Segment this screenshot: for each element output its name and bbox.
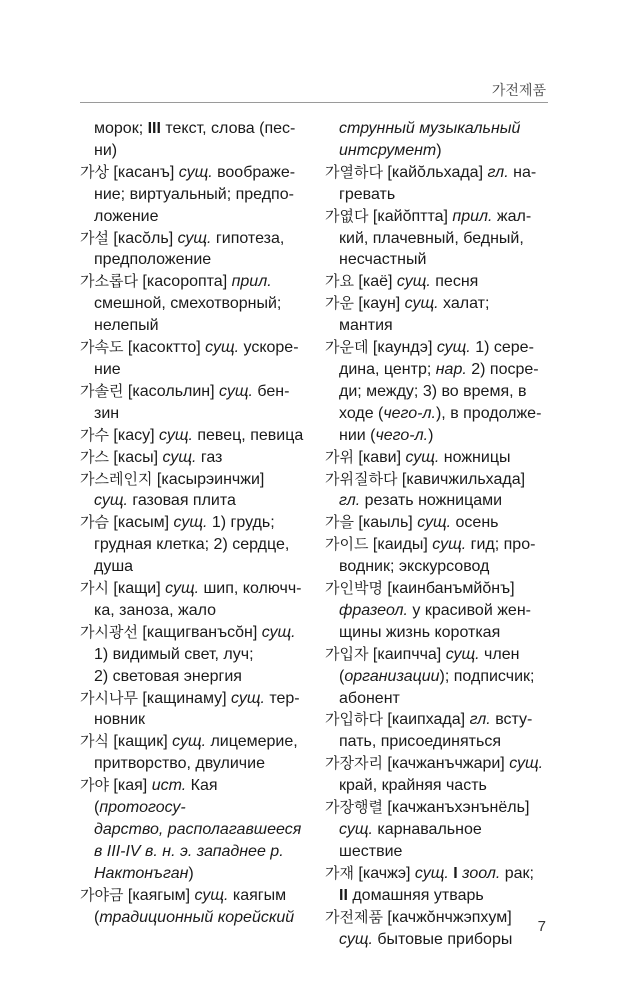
dictionary-entry: 가운 [каун] сущ. халат; мантия xyxy=(325,294,490,335)
dictionary-entry: 가인박명 [каинбанъмйŏнъ] фразеол. у красивой жен- щины жизнь короткая xyxy=(325,579,531,641)
dictionary-entry: 가을 [каыль] сущ. осень xyxy=(325,513,499,532)
dictionary-entry: 가위질하다 [кавичжильхада] гл. резать ножницами xyxy=(325,469,526,510)
dictionary-entry: 가야 [кая] ист. Кая (протогосу- дарство, располагавшееся в III-IV в. н. э. западнее р. Нактонъган) xyxy=(80,776,302,882)
dictionary-entry: 가야금 [каягым] сущ. каягым (традиционный корейский xyxy=(80,885,295,926)
dictionary-entry: 가수 [касу] сущ. певец, певица xyxy=(80,425,304,444)
dictionary-entry: 가입하다 [каипхада] гл. всту- пать, присоединяться xyxy=(325,710,533,751)
dictionary-entry: 가열하다 [кайŏльхада] гл. на- гревать xyxy=(325,162,537,203)
dictionary-entry: 가스 [касы] сущ. газ xyxy=(80,447,223,466)
dictionary-entry: 가시 [кащи] сущ. шип, колючч- ка, заноза, жало xyxy=(80,579,302,619)
dictionary-entry: 가운데 [каундэ] сущ. 1) сере- дина, центр; нар. 2) посре- ди; между; 3) во время, в ходе (чего-л.), в продолже- нии (чего-л.) xyxy=(325,338,542,444)
dictionary-entry: 가식 [кащик] сущ. лицемерие, притворство, двуличие xyxy=(80,732,298,773)
dictionary-entry: 가설 [касŏль] сущ. гипотеза, предположение xyxy=(80,228,285,269)
dictionary-entry: 가솔린 [касольлин] сущ. бен- зин xyxy=(80,381,290,422)
dictionary-entry: 가시나무 [кащинаму] сущ. тер- новник xyxy=(80,688,300,729)
dictionary-entry: 가상 [касанъ] сущ. воображе- ние; виртуальный; предпо- ложение xyxy=(80,162,296,225)
dictionary-entry: 가이드 [каиды] сущ. гид; про- водник; экскурсовод xyxy=(325,535,536,576)
dictionary-entry: 가소롭다 [касоропта] прил. смешной, смехотворный; нелепый xyxy=(80,272,282,335)
dictionary-entry: 가엾다 [кайŏптта] прил. жал- кий, плачевный, бедный, несчастный xyxy=(325,206,532,269)
dictionary-entry: 가전제품 [качжŏнчжэпхум] сущ. бытовые приборы xyxy=(325,907,513,948)
dictionary-entry: 가요 [каё] сущ. песня xyxy=(325,272,479,291)
dictionary-entry: 가슴 [касым] сущ. 1) грудь; грудная клетка; 2) сердце, душа xyxy=(80,513,290,576)
dictionary-entry: 가재 [качжэ] сущ. I зоол. рак; II домашняя утварь xyxy=(325,863,534,904)
dictionary-entry: струнный музыкальный интсрумент) xyxy=(339,120,521,159)
dictionary-entry: 가시광선 [кащигванъсŏн] сущ. 1) видимый свет, луч; 2) световая энергия xyxy=(80,622,296,685)
dictionary-entry: 가장자리 [качжанъчжари] сущ. край, крайняя часть xyxy=(325,754,544,795)
page-number: 7 xyxy=(537,918,546,935)
dictionary-entry: морок; III текст, слова (пес- ни) xyxy=(94,120,296,159)
dictionary-entry: 가장행렬 [качжанъхэнънёль] сущ. карнавальное шествие xyxy=(325,798,530,860)
dictionary-entry: 가스레인지 [касырэинчжи] сущ. газовая плита xyxy=(80,469,265,510)
dictionary-entry: 가위 [кави] сущ. ножницы xyxy=(325,447,511,466)
left-column xyxy=(80,118,306,929)
header-rule xyxy=(80,102,548,103)
running-head: 가전제품 xyxy=(491,83,546,99)
dictionary-entry: 가입자 [каипчча] сущ. член (организации); подписчик; абонент xyxy=(325,644,535,707)
dictionary-entry: 가속도 [касоктто] сущ. ускоре- ние xyxy=(80,338,299,378)
right-column xyxy=(325,118,547,950)
